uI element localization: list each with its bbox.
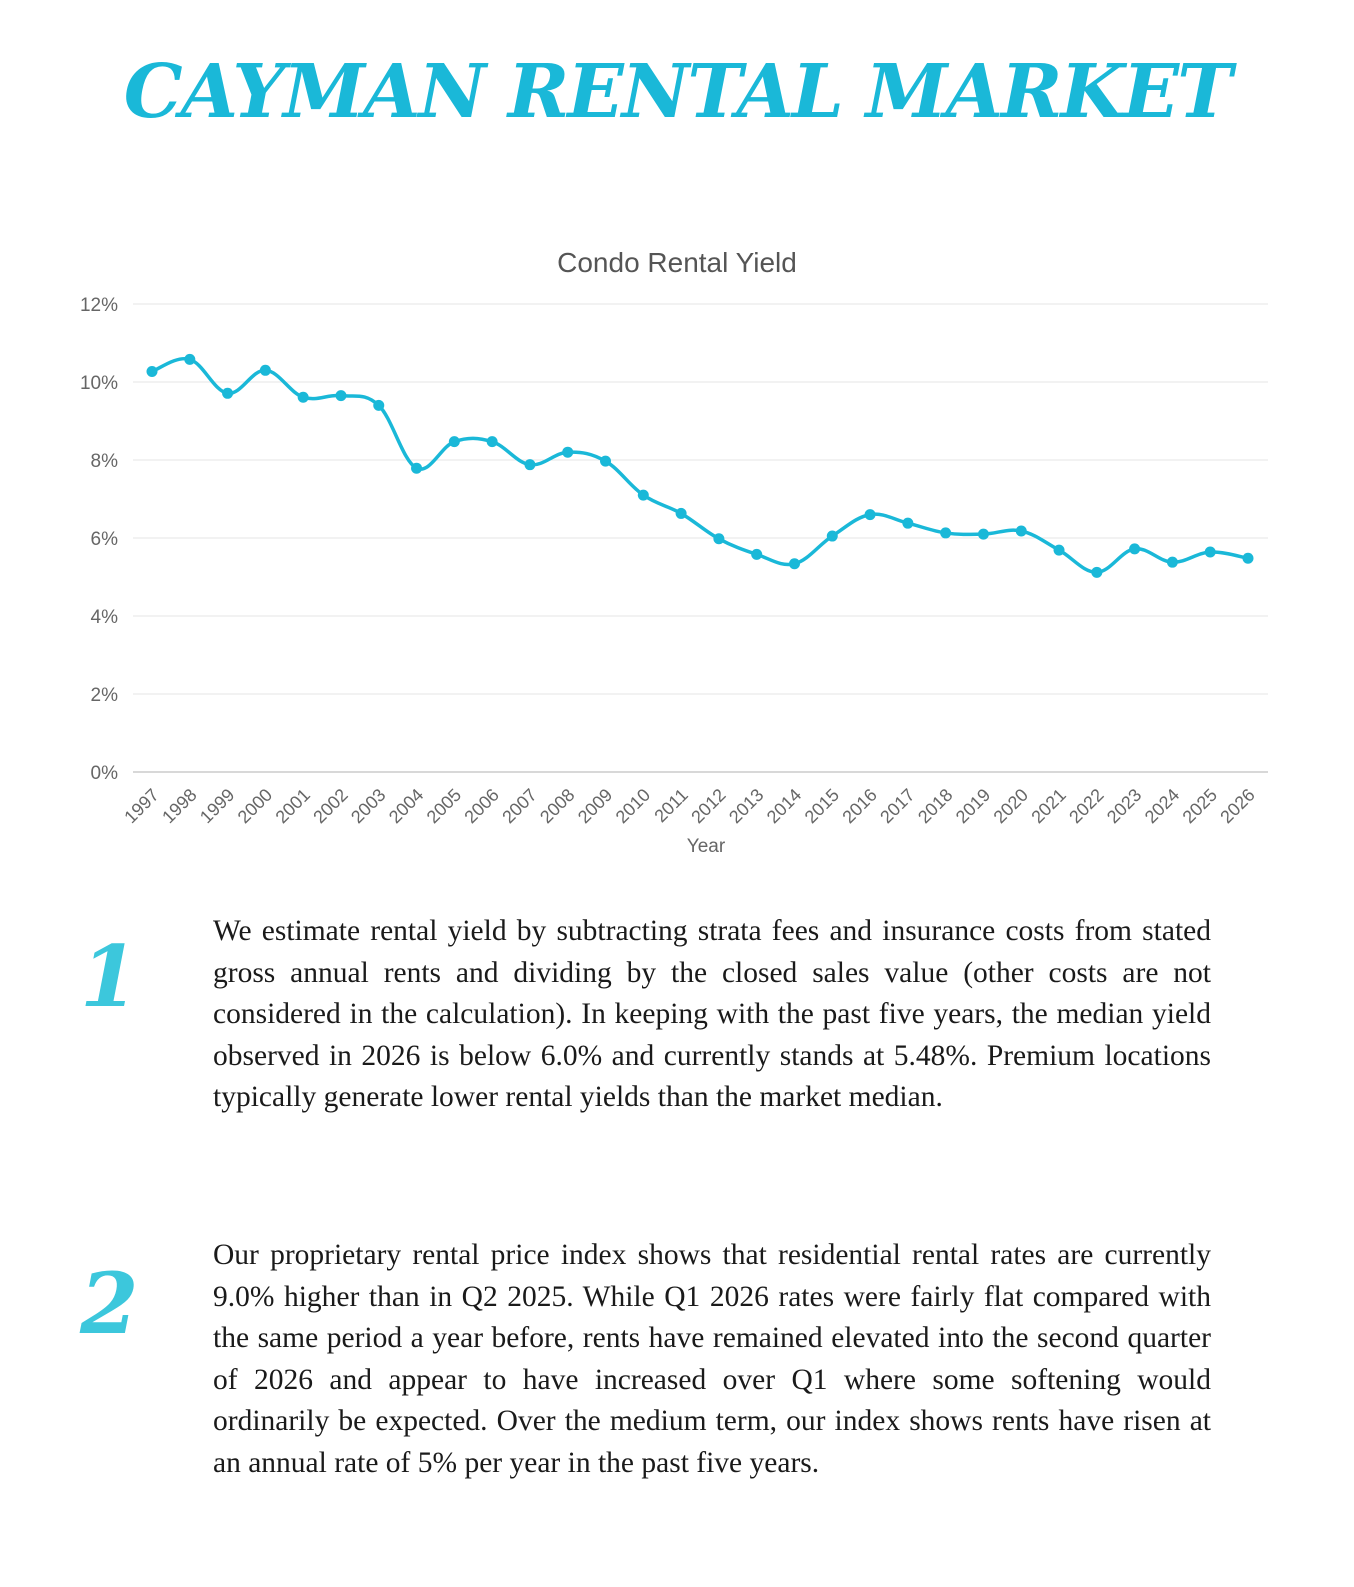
paragraph-1: We estimate rental yield by subtracting strata fees and insurance costs from stated gross annual rents and dividing by the closed sales value (other costs are not considered in the calculation). In keeping with the past five years, the median yield observed in 2026 is below 6.0% and currently stands at 5.48%. Premium locations typically generate lower rental yields than the market median. (213, 915, 1211, 1113)
data-point-2012 (713, 533, 724, 544)
gridlines (133, 304, 1268, 772)
data-points (147, 354, 1254, 578)
x-tick-labels (120, 785, 1258, 827)
x-tick-label: 2024 (1140, 784, 1184, 828)
x-tick-label: 2017 (876, 784, 919, 828)
data-point-2018 (940, 527, 951, 538)
data-point-2006 (487, 436, 498, 447)
series-line (152, 359, 1248, 573)
data-point-2024 (1167, 557, 1178, 568)
data-point-1997 (147, 366, 158, 377)
x-tick-label: 2009 (573, 784, 617, 828)
x-tick-label: 2014 (762, 784, 806, 828)
x-tick-label: 1998 (158, 784, 201, 828)
data-point-2021 (1054, 545, 1065, 556)
point-number-2: 2 (80, 1254, 139, 1353)
x-tick-label: 2016 (838, 784, 881, 828)
y-tick-label: 2% (90, 685, 118, 706)
y-tick-label: 8% (90, 451, 118, 472)
x-tick-label: 2018 (914, 784, 957, 828)
x-tick-label: 2006 (460, 784, 503, 828)
paragraph-2: Our proprietary rental price index shows that residential rental rates are currently 9.0% higher than in Q2 2025. While Q1 2026 rates were fairly flat compared with the same period a year before, rents have remained elevated into the second quarter of 2026 and appear to have increased over Q1 where some softening would ordinarily be expected. Over the medium term, our index shows rents have risen at an annual rate of 5% per year in the past five years. (213, 1239, 1211, 1479)
x-tick-label: 2013 (725, 784, 768, 828)
data-point-2009 (600, 456, 611, 467)
data-point-2010 (638, 490, 649, 501)
y-tick-label: 0% (90, 763, 118, 784)
y-tick-labels (80, 295, 118, 784)
x-tick-label: 2020 (989, 784, 1033, 828)
data-point-2025 (1205, 547, 1216, 558)
data-point-2001 (298, 392, 309, 403)
x-tick-label: 2003 (347, 784, 390, 828)
x-tick-label: 2019 (951, 784, 995, 828)
data-point-2022 (1091, 567, 1102, 578)
y-tick-label: 6% (90, 529, 118, 550)
data-point-2017 (902, 518, 913, 529)
data-point-2000 (260, 365, 271, 376)
x-tick-label: 2008 (536, 784, 579, 828)
data-point-2005 (449, 436, 460, 447)
x-tick-label: 2005 (422, 784, 466, 828)
y-tick-label: 12% (79, 295, 118, 316)
data-point-2015 (827, 531, 838, 542)
chart-title: Condo Rental Yield (557, 247, 797, 278)
data-point-2020 (1016, 525, 1027, 536)
data-point-2014 (789, 558, 800, 569)
data-point-1998 (184, 354, 195, 365)
data-point-2013 (751, 549, 762, 560)
x-tick-label: 2022 (1065, 784, 1108, 828)
page-title: CAYMAN RENTAL MARKET (123, 49, 1231, 135)
data-point-2003 (373, 400, 384, 411)
x-tick-label: 1997 (120, 784, 163, 828)
data-point-2002 (335, 390, 346, 401)
x-tick-label: 2001 (271, 784, 315, 828)
x-tick-label: 2026 (1216, 784, 1259, 828)
x-tick-label: 2023 (1102, 784, 1146, 828)
data-point-2023 (1129, 543, 1140, 554)
x-tick-label: 2025 (1178, 784, 1222, 828)
x-tick-label: 2011 (650, 784, 692, 827)
x-tick-label: 2010 (611, 784, 655, 828)
data-point-2004 (411, 463, 422, 474)
x-tick-label: 2000 (233, 784, 277, 828)
data-point-2008 (562, 447, 573, 458)
condo-rental-yield-chart (0, 230, 1354, 870)
y-tick-label: 10% (79, 373, 118, 394)
x-tick-label: 1999 (195, 784, 239, 828)
x-axis-label: Year (686, 836, 726, 857)
data-point-2019 (978, 529, 989, 540)
y-tick-label: 4% (90, 607, 118, 628)
data-point-2026 (1243, 553, 1254, 564)
x-tick-label: 2004 (384, 784, 428, 828)
x-tick-label: 2021 (1027, 784, 1070, 828)
data-point-2016 (865, 509, 876, 520)
data-point-2007 (524, 459, 535, 470)
x-tick-label: 2012 (687, 784, 730, 828)
data-point-1999 (222, 388, 233, 399)
point-number-1: 1 (80, 927, 139, 1026)
x-tick-label: 2015 (800, 784, 844, 828)
x-tick-label: 2002 (309, 784, 352, 828)
x-tick-label: 2007 (498, 784, 541, 828)
data-point-2011 (676, 508, 687, 519)
